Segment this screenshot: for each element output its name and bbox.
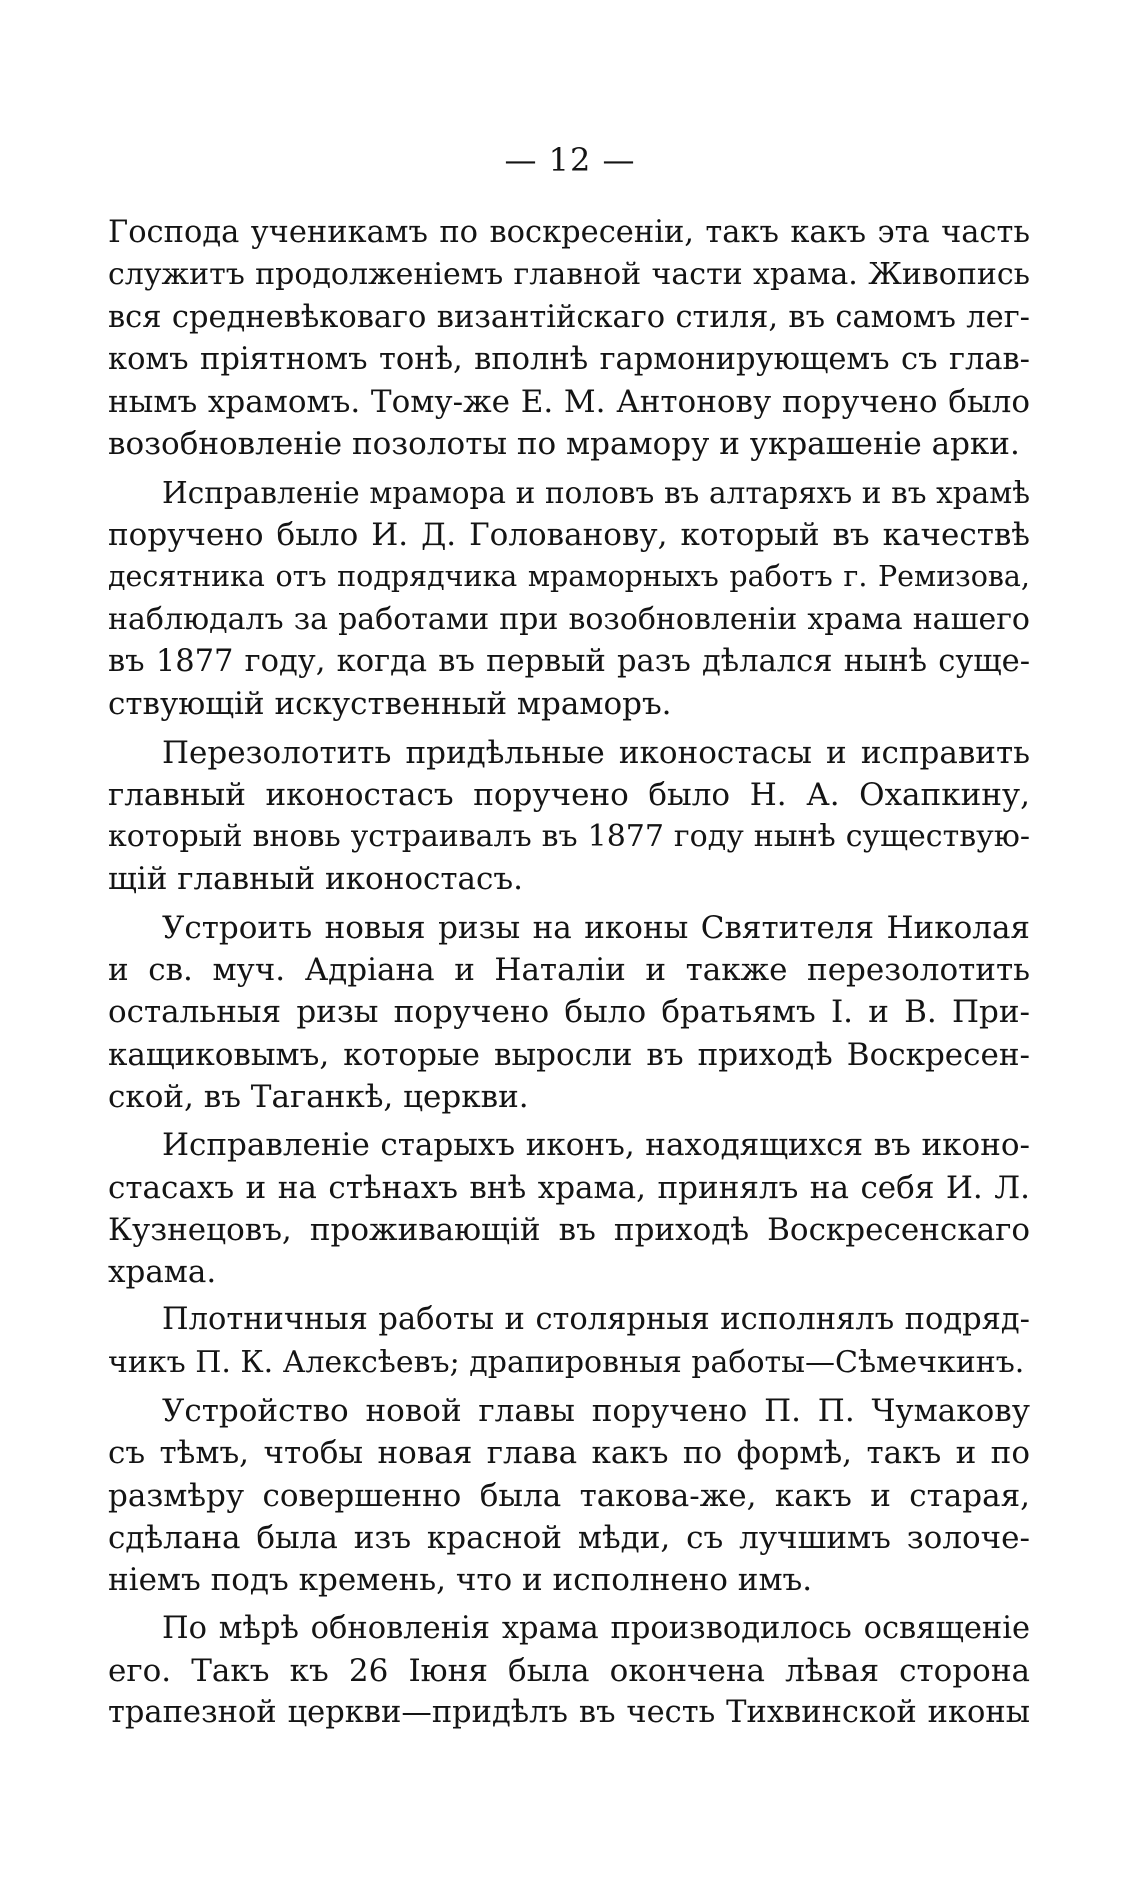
text-line: Исправленiе мрамора и половъ въ алтаряхъ и въ храмѣ	[162, 475, 1030, 510]
text-line: нымъ храмомъ. Тому-же Е. М. Антонову поручено было	[108, 384, 1030, 421]
text-line: нiемъ подъ кремень, что и исполнено имъ.	[108, 1562, 813, 1599]
text-line: вся средневѣковаго византiйскаго стиля, въ самомъ лег-	[108, 299, 1030, 335]
text-line: который вновь устраивалъ въ 1877 году нынѣ существую-	[108, 819, 1030, 855]
text-line: Перезолотить придѣльные иконостасы и исправить	[162, 734, 1030, 771]
text-line: главный иконостасъ поручено было Н. А. Охапкину,	[108, 776, 1030, 813]
text-line: размѣру совершенно была такова-же, какъ и старая,	[108, 1477, 1030, 1514]
page-number: — 12 —	[504, 141, 636, 179]
text-line: храма.	[108, 1254, 217, 1291]
text-line: щiй главный иконостасъ.	[108, 861, 523, 898]
text-line: наблюдалъ за работами при возобновленiи храма нашего	[108, 601, 1030, 637]
text-line: стасахъ и на стѣнахъ внѣ храма, принялъ на себя И. Л.	[108, 1169, 1030, 1206]
text-line: остальныя ризы поручено было братьямъ I. и В. При-	[108, 994, 1030, 1031]
text-line: Устройство новой главы поручено П. П. Чумакову	[162, 1393, 1030, 1430]
text-line: Кузнецовъ, проживающiй въ приходѣ Воскресенскаго	[108, 1211, 1030, 1248]
text-line: и св. муч. Адрiана и Наталiи и также перезолотить	[108, 952, 1030, 989]
text-line: сдѣлана была изъ красной мѣди, съ лучшимъ золоче-	[108, 1519, 1030, 1556]
text-line: чикъ П. К. Алексѣевъ; драпировныя работы—Сѣмечкинъ.	[108, 1344, 1025, 1380]
text-line: ской, въ Таганкѣ, церкви.	[108, 1078, 529, 1115]
text-line: По мѣрѣ обновленiя храма производилось освященiе	[162, 1610, 1030, 1646]
text-line: Устроить новыя ризы на иконы Святителя Николая	[162, 909, 1030, 946]
text-line: Исправленiе старыхъ иконъ, находящихся въ иконо-	[162, 1127, 1030, 1164]
text-line: въ 1877 году, когда въ первый разъ дѣлался нынѣ суще-	[108, 643, 1030, 679]
text-line: комъ прiятномъ тонѣ, вполнѣ гармонирующемъ съ глав-	[108, 341, 1030, 377]
text-line: ствующiй искуственный мраморъ.	[108, 686, 672, 723]
text-line: поручено было И. Д. Голованову, который въ качествѣ	[108, 517, 1030, 554]
text-line: съ тѣмъ, чтобы новая глава какъ по формѣ, такъ и по	[108, 1435, 1030, 1472]
text-line: служитъ продолженiемъ главной части храма. Живопись	[108, 257, 1030, 293]
text-line: кащиковымъ, которые выросли въ приходѣ Воскресен-	[108, 1036, 1030, 1073]
text-line: возобновленiе позолоты по мрамору и украшенiе арки.	[108, 426, 1020, 463]
text-line: Плотничныя работы и столярныя исполнялъ подряд-	[162, 1302, 1030, 1338]
text-line: Господа ученикамъ по воскресенiи, такъ какъ эта часть	[108, 215, 1030, 250]
text-line: трапезной церкви—придѣлъ въ честь Тихвинской иконы	[108, 1695, 1030, 1731]
text-line: его. Такъ къ 26 Iюня была окончена лѣвая сторона	[108, 1652, 1030, 1689]
text-line: десятника отъ подрядчика мраморныхъ работъ г. Ремизова,	[108, 560, 1030, 594]
body-text	[108, 212, 1030, 1734]
